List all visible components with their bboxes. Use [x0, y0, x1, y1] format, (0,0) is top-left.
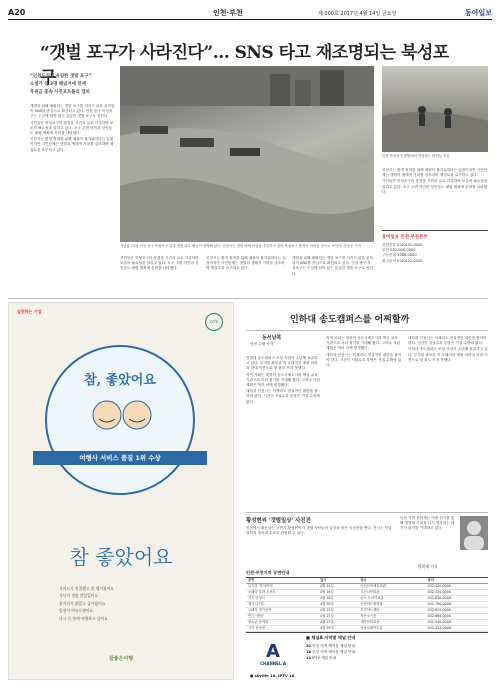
- column-paragraph: 인하대 송도캠퍼스 조성 사업이 수년째 표류하고 있다. 부지를 확보한 지 오래지만 재원 마련과 학내 이견으로 첫 삽도 뜨지 못했다.: [246, 356, 318, 371]
- subhead: 후원금 홍속 사진포트폴리 캠퍼: [30, 90, 90, 95]
- short-news-body: 인천에서 활동하는 사진가 황성현씨가 갯벌 사람들의 일상을 담은 사진전을 연다. 전시는 이달 말까지 열리며 무료로 관람할 수 있다.: [246, 526, 392, 536]
- smiling-faces-icon: [89, 397, 155, 433]
- column-body-1: [246, 356, 320, 506]
- channel-guide-box: [246, 632, 488, 682]
- article-body-middle-2: [206, 256, 286, 296]
- article-body-middle-3: [292, 256, 374, 296]
- ad-company-logo: 실천하는 기업: [17, 309, 42, 314]
- ad-copy-line: 식사가 정말 맛있었어요: [59, 593, 99, 599]
- article-body-middle-1: [120, 256, 200, 296]
- channel-guide-title: ■ 채널A 지역별 채널 안내: [306, 635, 356, 640]
- bureau-row: 인천본부 032-431-0000: [382, 243, 423, 247]
- article-paragraph: 인천시는 환경 정비를 위해 매립이 불가피하다는 입장이지만 시민단체는 갯벌의 생태적 가치를 강조하며 재검토를 요구하고 있다.: [206, 256, 286, 271]
- channel-row: 14 IPTV 채널 안내: [306, 656, 337, 660]
- ad-copy-line: 다시 꼭 함께 여행하고 싶어요: [59, 615, 108, 621]
- table-header: 장소: [358, 578, 425, 584]
- channel-a-logo: [250, 643, 296, 671]
- article-body-right: [382, 168, 488, 224]
- section-name: 인천·부천: [213, 9, 243, 17]
- award-badge: [45, 345, 195, 495]
- article-subheads: [30, 73, 115, 97]
- ad-copy-line: 일정이 여유로웠어요: [59, 608, 94, 614]
- column-paragraph: 인하대 송도캠퍼스 조성 사업이 수년째 표류하고 있다. 부지를 확보한 지 오래지만 재원 마련과 학내 이견으로 첫 삽도 뜨지 못했다.: [408, 347, 488, 362]
- secondary-photo-caption: 인천 북성포구 갯벌에서 작업하는 어민들 모습: [382, 154, 450, 158]
- article-paragraph: 인천시는 환경 정비를 위해 매립이 불가피하다는 입장이지만 시민단체는 갯벌의 생태적 가치를 강조하며 재검토를 요구하고 있다.: [382, 168, 488, 178]
- column-body-3: [408, 336, 488, 506]
- channel-a-icon: A: [266, 641, 280, 662]
- author-name: 동서남북: [262, 335, 282, 341]
- table-row: 뮤지컬 ‘맘마미아’ 4월 15일 인천문화예술회관 032-420-0000: [246, 584, 488, 590]
- channel-row: 18 부천 지역 케이블 채널 안내: [306, 650, 355, 654]
- column-paragraph: 지역 사회는 대학이 송도국제도시의 핵심 교육 기관으로 자리 잡기를 기대해 왔다. 그러나 사업 계획은 여러 차례 변경됐다.: [326, 336, 400, 351]
- travel-advertisement: [8, 302, 234, 680]
- table-row: 국악 한마당 4월 29일 남동소래아트홀 032-453-0000: [246, 626, 488, 632]
- subhead: “인천도심의 유일한 갯벌 포구”: [30, 74, 92, 79]
- bureau-info-box: [382, 230, 488, 296]
- column-title: 인하대 송도캠퍼스를 어찌할까: [290, 315, 410, 325]
- paper-name: 동아일보: [464, 9, 492, 17]
- short-news-title: 황성현씨 ‘갯벌일상’ 사진전: [246, 518, 311, 524]
- channel-list: [306, 643, 486, 661]
- bureau-title: 동아일보 인천·부천본부: [382, 235, 428, 240]
- channel-footer: ● skylife 18, IPTV 18: [250, 673, 295, 678]
- article-paragraph: 개발을 위해 매립되는 갯벌 포구를 지키기 위한 움직임이 SNS를 중심으로 확산되고 있다. 인천 중구 북성포구는 도심에 남아 있는 유일한 갯벌 포구로 꼽힌다.: [30, 104, 115, 119]
- table-header: 문의: [426, 578, 488, 584]
- bureau-row: 구독신청 1588-0000: [382, 253, 417, 258]
- column-paragraph: 대학과 인천시는 이제라도 현실적인 대안을 찾아야 한다. 시간이 지날수록 부담은 커질 수밖에 없다.: [408, 336, 487, 346]
- ccm-badge: ccm: [205, 313, 223, 331]
- table-title: 인천·부천지역 공연안내: [246, 570, 290, 575]
- article-paragraph: 시민들은 북성포구의 풍경을 사진과 글로 기록하며 보존의 필요성을 알리고 있다. 포구 주변 어민과 상인들도 매립 계획에 우려를 나타냈다.: [120, 256, 199, 271]
- reporter-byline: 박희제 기자: [418, 564, 438, 569]
- channel-brand: CHANNEL A: [260, 661, 286, 666]
- column-divider: [246, 330, 488, 331]
- column-author: [262, 334, 312, 341]
- column-body-2: [326, 336, 402, 506]
- table-row: 청소년 음악회 4월 27일 계양문화회관 032-540-0000: [246, 620, 488, 626]
- main-photo: [120, 66, 374, 242]
- section-divider: [246, 512, 488, 513]
- right-note-body: 인천 지역 문화계는 이번 전시를 통해 갯벌의 가치를 다시 생각하는 계기가 되기를 기대하고 있다.: [400, 516, 455, 531]
- bureau-row: 부천 032-000-0000: [382, 248, 416, 253]
- fishermen-photo-graphic: [382, 66, 488, 152]
- column-paragraph: 대학과 인천시는 이제라도 현실적인 대안을 찾아야 한다. 시간이 지날수록 부담은 커질 수밖에 없다.: [246, 389, 320, 404]
- column-paragraph: 지역 사회는 대학이 송도국제도시의 핵심 교육 기관으로 자리 잡기를 기대해 왔다. 그러나 사업 계획은 여러 차례 변경됐다.: [246, 372, 320, 388]
- badge-title: 참, 좋았어요: [84, 373, 156, 388]
- table-row: 클래식 정기공연 4월 22일 부천아트센터 032-625-0000: [246, 608, 488, 614]
- person-icon: [460, 516, 488, 550]
- secondary-photo: [382, 66, 488, 152]
- performance-table: [246, 577, 488, 632]
- reporter-photo: [460, 516, 488, 550]
- article-body-left: [30, 104, 115, 294]
- table-row: 오페라 갈라 콘서트 4월 16일 부천시민회관 032-320-0000: [246, 590, 488, 596]
- article-headline: “갯벌 포구가 사라진다”… SNS 타고 재조명되는 북성포구: [40, 43, 449, 88]
- subhead: 소설가 등 3명 해넘겨에 연재: [30, 82, 86, 87]
- performance-table-section: [246, 570, 488, 632]
- article-paragraph: 시민들은 북성포구의 풍경을 사진과 글로 기록하며 보존의 필요성을 알리고 있다. 포구 주변 어민과 상인들도 매립 계획에 우려를 나타냈다.: [30, 120, 114, 136]
- ad-slogan: 참 좋았어요: [69, 545, 173, 569]
- article-paragraph: 개발을 위해 매립되는 갯벌 포구를 지키기 위한 움직임이 SNS를 중심으로 확산되고 있다. 인천 중구 북성포구는 도심에 남아 있는 유일한 갯벌 포구로 꼽힌다.: [292, 256, 373, 276]
- ad-copy: [59, 585, 193, 622]
- ad-copy-line: 볼거리가 많았고 즐거웠어요: [59, 600, 106, 606]
- table-row: 재즈 나이트 4월 20일 인천아트플랫폼 032-760-0000: [246, 602, 488, 608]
- author-title: 인천 주재 기자: [250, 342, 274, 346]
- table-row: 연극 ‘햄릿’ 4월 25일 학산소극장 032-866-0000: [246, 614, 488, 620]
- ad-brand: 참좋은여행: [108, 656, 134, 662]
- table-header: 일시: [318, 578, 358, 584]
- article-paragraph: 시민들은 북성포구의 풍경을 사진과 글로 기록하며 보존의 필요성을 알리고 있다. 포구 주변 어민과 상인들도 매립 계획에 우려를 나타냈다.: [382, 179, 488, 194]
- page-header: [8, 6, 492, 20]
- section-divider: [8, 298, 488, 299]
- ad-copy-line: 가이드가 친절했고 잘 챙겨줬어요: [59, 586, 114, 591]
- column-paragraph: 대학과 인천시는 이제라도 현실적인 대안을 찾아야 한다. 시간이 지날수록 부담은 커질 수밖에 없다.: [326, 352, 402, 368]
- table-header: 공연: [246, 578, 318, 584]
- page-number: A20: [8, 8, 26, 17]
- article-paragraph: 인천시는 환경 정비를 위해 매립이 불가피하다는 입장이지만 시민단체는 갯벌의 생태적 가치를 강조하며 재검토를 요구하고 있다.: [30, 137, 114, 152]
- bureau-row: 광고문의 032-421-0000: [382, 258, 423, 263]
- issue-date: 제 000호 2017년 4월 14일 금요일: [318, 11, 397, 17]
- harbor-photo-graphic: [120, 66, 374, 242]
- badge-ribbon: 여행사 서비스 품질 1위 수상: [33, 451, 207, 465]
- main-photo-caption: 지난달 11일 인천 중구 북성포구 일대 갯벌 위로 배들이 정박해 있다. 인천시는 갯벌 매립 사업을 추진하고 있어 북성포구 풍경이 사라질 것으로 보인다. 김동주 기자: [120, 244, 361, 248]
- table-row: 가족 인형극 4월 18일 송도 트라이보울 032-830-0000: [246, 596, 488, 602]
- channel-row: 20 인천 지역 케이블 채널 안내: [306, 644, 355, 648]
